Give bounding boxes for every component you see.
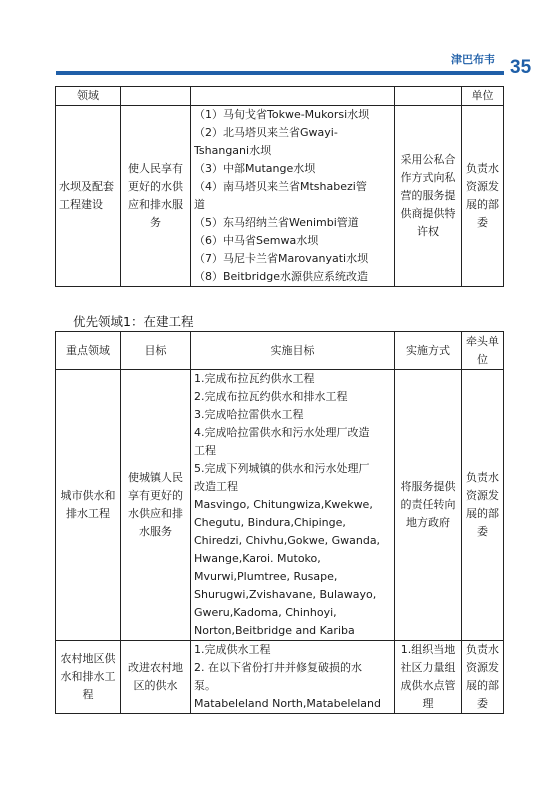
section-title: 优先领域1：在建工程 — [73, 314, 194, 329]
header-impl-method: 实施方式 — [395, 332, 462, 370]
table-header-row — [56, 332, 504, 370]
row2-unit: 负责水资源发展的部委 — [462, 641, 504, 714]
row-target: 使人民享有更好的水供应和排水服务 — [121, 106, 191, 287]
list-item: Matabeleland North,Matabeleland — [194, 697, 381, 710]
table-header-row — [56, 87, 504, 106]
list-item: 3.完成哈拉雷供水工程 — [194, 408, 304, 421]
header-title: 津巴布韦 — [451, 53, 495, 66]
list-item: 工程 — [194, 444, 216, 457]
list-item: （7）马尼卡兰省Marovanyati水坝 — [194, 252, 369, 265]
list-item: 道 — [194, 198, 205, 211]
list-item: Tshangani水坝 — [194, 144, 272, 157]
list-item: Mvurwi,Plumtree, Rusape, — [194, 570, 338, 583]
priority-projects-table — [55, 331, 504, 714]
page-number: 35 — [510, 57, 532, 78]
list-item: Gweru,Kadoma, Chinhoyi, — [194, 606, 337, 619]
header-goal: 目标 — [121, 332, 191, 370]
list-item: Chegutu, Bindura,Chipinge, — [194, 516, 346, 529]
row-domain: 水坝及配套工程建设 — [56, 106, 121, 287]
list-item: 5.完成下列城镇的供水和污水处理厂 — [194, 462, 370, 475]
row2-method: 1.组织当地社区力量组成供水点管理 — [395, 641, 462, 714]
row2-items — [191, 641, 395, 714]
header-empty-1 — [121, 87, 191, 106]
table-row — [56, 370, 504, 641]
header-rule — [56, 71, 504, 75]
list-item: 改造工程 — [194, 480, 238, 493]
list-item: Chiredzi, Chivhu,Gokwe, Gwanda, — [194, 534, 381, 547]
list-item: 泵。 — [194, 679, 216, 692]
row1-goal: 使城镇人民享有更好的水供应和排水服务 — [121, 370, 191, 641]
row2-focus: 农村地区供水和排水工程 — [56, 641, 121, 714]
list-item: （6）中马省Semwa水坝 — [194, 234, 319, 247]
header-empty-2 — [191, 87, 395, 106]
table-row — [56, 641, 504, 714]
list-item: 1.完成供水工程 — [194, 643, 271, 656]
list-item: （8）Beitbridge水源供应系统改造 — [194, 270, 368, 283]
list-item: 4.完成哈拉雷供水和污水处理厂改造 — [194, 426, 370, 439]
header-impl-goal: 实施目标 — [191, 332, 395, 370]
list-item: Masvingo, Chitungwiza,Kwekwe, — [194, 498, 373, 511]
header-domain: 领域 — [56, 87, 121, 106]
list-item: （3）中部Mutange水坝 — [194, 162, 316, 175]
dam-projects-table — [55, 86, 504, 287]
list-item: （5）东马绍纳兰省Wenimbi管道 — [194, 216, 359, 229]
list-item: （1）马旬戈省Tokwe-Mukorsi水坝 — [194, 108, 370, 121]
list-item: Shurugwi,Zvishavane, Bulawayo, — [194, 588, 377, 601]
row2-goal: 改进农村地区的供水 — [121, 641, 191, 714]
row1-unit: 负责水资源发展的部委 — [462, 370, 504, 641]
header-unit: 单位 — [462, 87, 504, 106]
row1-method: 将服务提供的责任转向地方政府 — [395, 370, 462, 641]
list-item: 2. 在以下省份打井并修复破损的水 — [194, 661, 362, 674]
row1-focus: 城市供水和排水工程 — [56, 370, 121, 641]
list-item: 1.完成布拉瓦约供水工程 — [194, 372, 315, 385]
row-method: 采用公私合作方式向私营的服务提供商提供特许权 — [395, 106, 462, 287]
list-item: （4）南马塔贝来兰省Mtshabezi管 — [194, 180, 367, 193]
header-lead: 牵头单位 — [462, 332, 504, 370]
row-unit: 负责水资源发展的部委 — [462, 106, 504, 287]
list-item: Hwange,Karoi. Mutoko, — [194, 552, 321, 565]
header-focus: 重点领域 — [56, 332, 121, 370]
row-items — [191, 106, 395, 287]
list-item: 2.完成布拉瓦约供水和排水工程 — [194, 390, 348, 403]
table-row — [56, 106, 504, 287]
header-empty-3 — [395, 87, 462, 106]
list-item: （2）北马塔贝来兰省Gwayi- — [194, 126, 338, 139]
row1-items — [191, 370, 395, 641]
list-item: Norton,Beitbridge and Kariba — [194, 624, 355, 637]
